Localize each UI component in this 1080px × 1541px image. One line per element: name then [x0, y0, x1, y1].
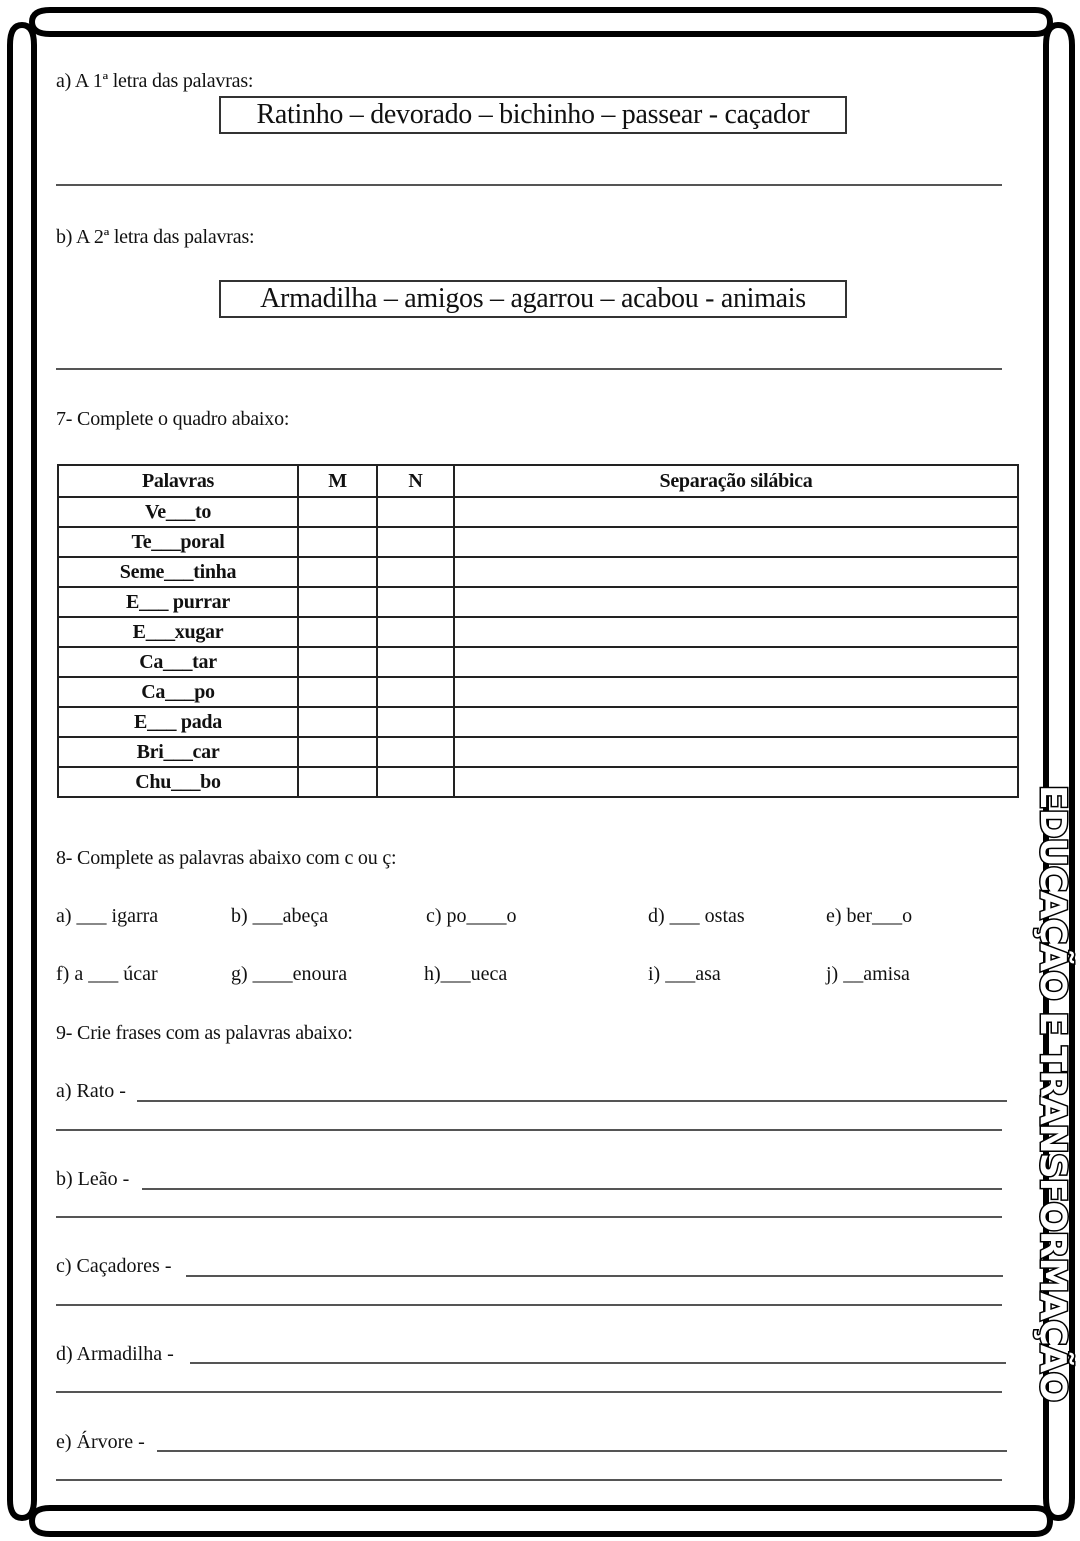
fill-item-e[interactable]: e) ber___o [826, 905, 913, 927]
n-cell[interactable] [377, 557, 454, 587]
separation-cell[interactable] [454, 557, 1018, 587]
fill-item-b[interactable]: b) ___abeça [231, 905, 329, 927]
header-palavras: Palavras [58, 465, 298, 497]
word-cell: Chu___bo [58, 767, 298, 797]
sentence-line-d2[interactable] [56, 1391, 1002, 1393]
table-header-row [58, 465, 1018, 497]
header-separacao: Separação silábica [454, 465, 1018, 497]
sentence-label-c: c) Caçadores - [56, 1255, 178, 1277]
table-row [58, 617, 1018, 647]
watermark-text: EDUCAÇÃO E TRANSFORMAÇÃO [1032, 785, 1073, 1402]
n-cell[interactable] [377, 497, 454, 527]
separation-cell[interactable] [454, 737, 1018, 767]
q8-title: 8- Complete as palavras abaixo com c ou ç: [56, 847, 397, 869]
section-b-word-box: Armadilha – amigos – agarrou – acabou - animais [219, 280, 847, 318]
section-b-answer-line[interactable] [56, 368, 1002, 370]
word-cell: Ca___tar [58, 647, 298, 677]
m-cell[interactable] [298, 497, 377, 527]
m-cell[interactable] [298, 707, 377, 737]
separation-cell[interactable] [454, 587, 1018, 617]
separation-cell[interactable] [454, 497, 1018, 527]
separation-cell[interactable] [454, 677, 1018, 707]
header-m: M [298, 465, 377, 497]
n-cell[interactable] [377, 527, 454, 557]
fill-item-a[interactable]: a) ___ igarra [56, 905, 159, 927]
separation-cell[interactable] [454, 617, 1018, 647]
sentence-line-b2[interactable] [56, 1216, 1002, 1218]
n-cell[interactable] [377, 617, 454, 647]
table-row [58, 737, 1018, 767]
n-cell[interactable] [377, 677, 454, 707]
sentence-line-a2[interactable] [56, 1129, 1002, 1131]
separation-cell[interactable] [454, 647, 1018, 677]
fill-item-g[interactable]: g) ____enoura [231, 963, 348, 985]
section-a-word-box: Ratinho – devorado – bichinho – passear - caçador [219, 96, 847, 134]
word-cell: Bri___car [58, 737, 298, 767]
m-cell[interactable] [298, 677, 377, 707]
n-cell[interactable] [377, 647, 454, 677]
m-cell[interactable] [298, 557, 377, 587]
sentence-line-a1[interactable] [137, 1100, 1007, 1102]
section-a-label: a) A 1ª letra das palavras: [56, 70, 254, 92]
sentence-line-e1[interactable] [157, 1450, 1007, 1452]
table-row [58, 767, 1018, 797]
fill-item-h[interactable]: h)___ueca [424, 963, 508, 985]
q7-title: 7- Complete o quadro abaixo: [56, 408, 290, 430]
q9-title: 9- Crie frases com as palavras abaixo: [56, 1022, 353, 1044]
m-cell[interactable] [298, 647, 377, 677]
n-cell[interactable] [377, 707, 454, 737]
table-row [58, 587, 1018, 617]
sentence-line-c1[interactable] [186, 1275, 1003, 1277]
section-b-label: b) A 2ª letra das palavras: [56, 226, 255, 248]
table-row [58, 497, 1018, 527]
fill-item-f[interactable]: f) a ___ úcar [56, 963, 158, 985]
header-n: N [377, 465, 454, 497]
m-cell[interactable] [298, 737, 377, 767]
fill-item-i[interactable]: i) ___asa [648, 963, 721, 985]
word-cell: Te___poral [58, 527, 298, 557]
sentence-label-b: b) Leão - [56, 1168, 135, 1190]
section-a-answer-line[interactable] [56, 184, 1002, 186]
word-cell: Ve___to [58, 497, 298, 527]
sentence-label-a: a) Rato - [56, 1080, 132, 1102]
table-row [58, 707, 1018, 737]
word-cell: Seme___tinha [58, 557, 298, 587]
sentence-label-d: d) Armadilha - [56, 1343, 180, 1365]
m-cell[interactable] [298, 587, 377, 617]
sentence-line-d1[interactable] [190, 1362, 1006, 1364]
table-row [58, 677, 1018, 707]
separation-cell[interactable] [454, 707, 1018, 737]
sentence-line-c2[interactable] [56, 1304, 1002, 1306]
table-row [58, 647, 1018, 677]
separation-cell[interactable] [454, 527, 1018, 557]
sentence-line-b1[interactable] [142, 1188, 1002, 1190]
m-cell[interactable] [298, 527, 377, 557]
m-cell[interactable] [298, 617, 377, 647]
n-cell[interactable] [377, 767, 454, 797]
watermark [1030, 785, 1074, 1425]
table-row [58, 527, 1018, 557]
n-cell[interactable] [377, 737, 454, 767]
sentence-line-e2[interactable] [56, 1479, 1002, 1481]
sentence-label-e: e) Árvore - [56, 1431, 151, 1453]
syllable-table [57, 464, 1019, 798]
fill-item-c[interactable]: c) po____o [426, 905, 517, 927]
n-cell[interactable] [377, 587, 454, 617]
word-cell: E___ purrar [58, 587, 298, 617]
table-row [58, 557, 1018, 587]
word-cell: E___xugar [58, 617, 298, 647]
fill-item-d[interactable]: d) ___ ostas [648, 905, 745, 927]
fill-item-j[interactable]: j) __amisa [826, 963, 910, 985]
separation-cell[interactable] [454, 767, 1018, 797]
m-cell[interactable] [298, 767, 377, 797]
word-cell: Ca___po [58, 677, 298, 707]
word-cell: E___ pada [58, 707, 298, 737]
